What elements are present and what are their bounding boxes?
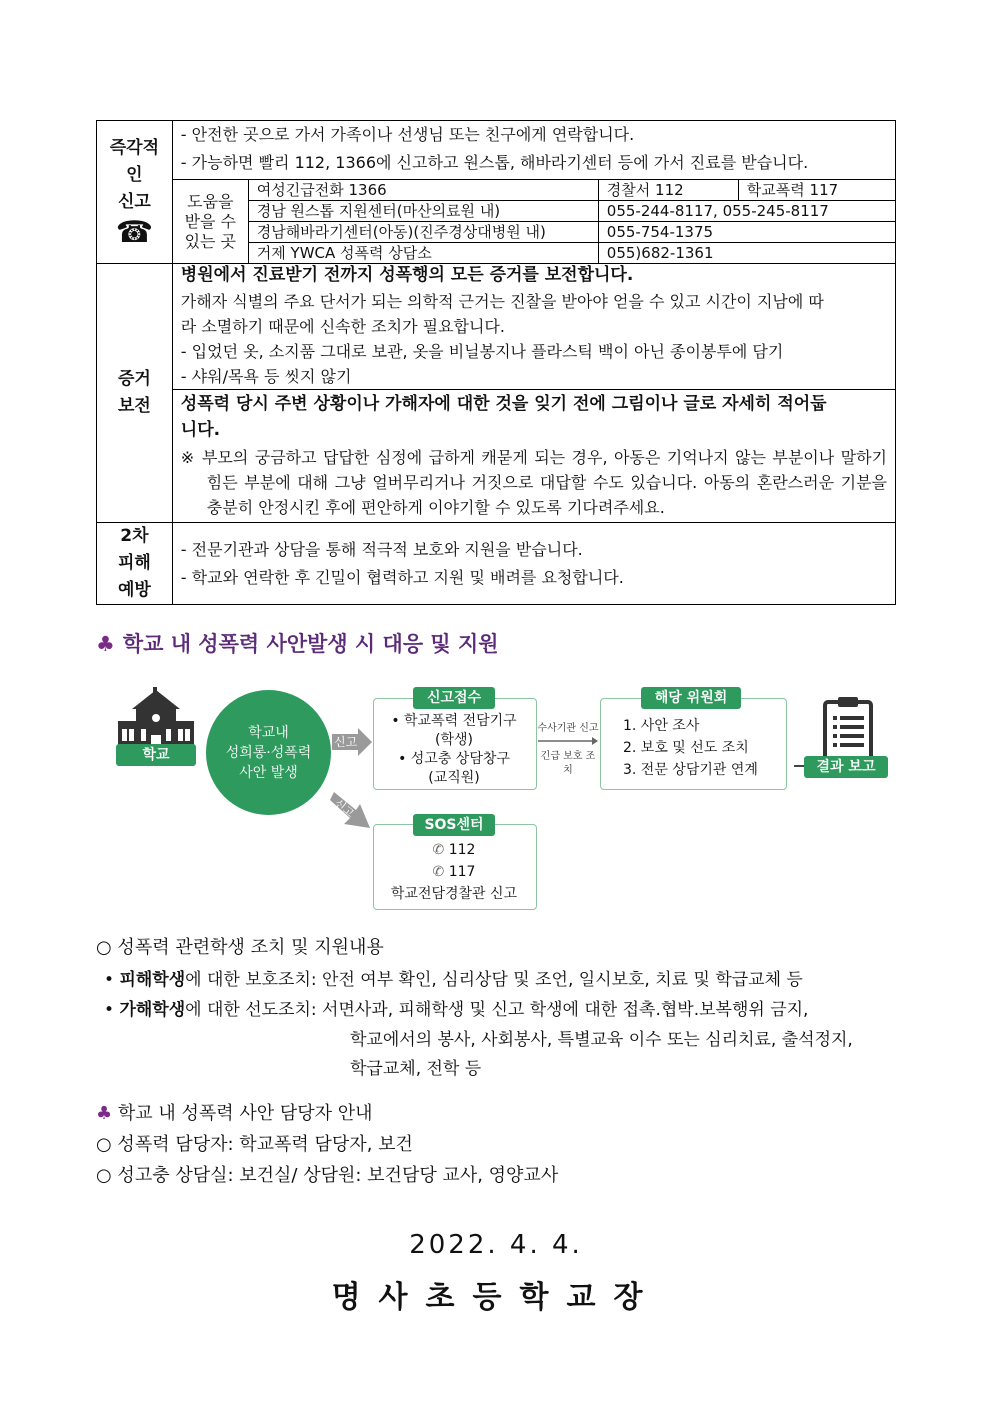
heading-line: 2차 xyxy=(120,526,149,546)
evidence-title: 병원에서 진료받기 전까지 성폭행의 모든 증거를 보전합니다. xyxy=(180,265,634,285)
contact-number: 055-244-8117, 055-245-8117 xyxy=(598,201,895,222)
measures-title: ○ 성폭력 관련학생 조치 및 지원내용 xyxy=(96,937,384,958)
sos-number: 112 xyxy=(448,842,476,858)
row1-line: - 안전한 곳으로 가서 가족이나 선생님 또는 친구에게 연락합니다. xyxy=(180,125,635,144)
offender-text-l3: 학급교체, 전학 등 xyxy=(350,1059,482,1079)
school-label: 학교 xyxy=(116,744,196,766)
sos-tag: SOS센터 xyxy=(413,814,495,836)
committee-item: 3. 전문 상담기관 연계 xyxy=(623,762,758,778)
section-title xyxy=(96,628,499,658)
response-table xyxy=(96,120,896,605)
contact-number: 055)682-1361 xyxy=(598,243,895,264)
circle-line: 사안 발생 xyxy=(239,764,298,781)
contact-name: 경남해바라기센터(아동)(진주경상대병원 내) xyxy=(248,222,598,243)
contact-name: 여성긴급전화 1366 xyxy=(248,180,598,201)
help-label-line: 있는 곳 xyxy=(184,231,237,251)
manager-line: ○ 성폭력 담당자: 학교폭력 담당자, 보건 xyxy=(96,1134,413,1155)
heading-line: 예방 xyxy=(117,580,151,600)
record-title: 니다. xyxy=(180,420,221,440)
sos-items xyxy=(373,839,535,905)
transfer-label: 수사기관 신고 xyxy=(537,723,599,734)
offender-measures: • 가해학생에 대한 선도조치: 서면사과, 피해학생 및 신고 학생에 대한 접촉.협박.보복행위 금지, xyxy=(104,1000,809,1020)
evidence-heading xyxy=(97,264,173,523)
arrow-label: 신고 xyxy=(334,735,358,749)
sos-item xyxy=(373,839,535,861)
offender-text-l2: 학교에서의 봉사, 사회봉사, 특별교육 이수 또는 심리치료, 출석정지, xyxy=(350,1030,853,1050)
contact-number: 경찰서 112 xyxy=(598,180,738,201)
report-item: (학생) xyxy=(435,732,473,748)
heading-line: 인 xyxy=(126,164,143,185)
victim-measures: • 피해학생에 대한 보호조치: 안전 여부 확인, 심리상담 및 조언, 일시보호, 치료 및 학급교체 등 xyxy=(104,970,803,990)
phone-icon: ✆ xyxy=(432,864,445,880)
offender-label: 가해학생 xyxy=(119,1000,186,1020)
help-label xyxy=(173,180,249,264)
circle-line: 학교내 xyxy=(248,724,289,741)
victim-text: 에 대한 보호조치: 안전 여부 확인, 심리상담 및 조언, 일시보호, 치료 및 학급교체 등 xyxy=(185,970,803,990)
prevention-line: - 학교와 연락한 후 긴밀이 협력하고 지원 및 배려를 요청합니다. xyxy=(180,567,624,587)
circle-line: 성희롱·성폭력 xyxy=(225,744,312,761)
incident-circle xyxy=(206,690,331,815)
school-principal: 명사초등학교장 xyxy=(331,1280,661,1315)
transfer-labels xyxy=(536,722,600,778)
committee-item: 1. 사안 조사 xyxy=(623,718,700,734)
heading-line: 증거 xyxy=(117,369,151,389)
section2-title-text: 학교 내 성폭력 사안 담당자 안내 xyxy=(117,1103,373,1124)
help-label-line: 도움을 xyxy=(187,191,234,211)
report-item: • 성고충 상담창구 xyxy=(398,751,510,767)
club-icon: ♣ xyxy=(96,1103,113,1124)
help-label-line: 받을 수 xyxy=(184,211,237,231)
section2-title xyxy=(96,1100,373,1128)
committee-item: 2. 보호 및 선도 조치 xyxy=(623,740,749,756)
evidence-text: 라 소멸하기 때문에 신속한 조치가 필요합니다. xyxy=(180,317,505,336)
committee-items xyxy=(623,715,758,781)
sos-item xyxy=(373,861,535,883)
contact-number: 055-754-1375 xyxy=(598,222,895,243)
arrow-label: 신고 xyxy=(331,796,357,821)
victim-label: 피해학생 xyxy=(119,970,186,990)
report-item: (교직원) xyxy=(428,770,480,786)
section-title-text: 학교 내 성폭력 사안발생 시 대응 및 지원 xyxy=(122,632,499,656)
clipboard-icon xyxy=(822,696,874,764)
phone-icon: ✆ xyxy=(432,842,445,858)
contact-number: 학교폭력 117 xyxy=(738,180,895,201)
transfer-arrow xyxy=(538,737,598,745)
phone-icon: ☎ xyxy=(115,214,154,250)
evidence-text: 가해자 식별의 주요 단서가 되는 의학적 근거는 진찰을 받아야 얻을 수 있고 시간이 지남에 따 xyxy=(180,292,824,311)
counsel-line: ○ 성고충 상담실: 보건실/ 상담원: 보건담당 교사, 영양교사 xyxy=(96,1165,559,1186)
response-flow-diagram xyxy=(108,682,898,917)
report-tag: 신고접수 xyxy=(413,687,495,709)
offender-text: 에 대한 선도조치: 서면사과, 피해학생 및 신고 학생에 대한 접촉.협박.보복행위 금지, xyxy=(185,1000,809,1020)
sos-number: 117 xyxy=(448,864,476,880)
help-contacts-table xyxy=(173,179,895,263)
report-item: • 학교폭력 전담기구 xyxy=(391,713,517,729)
evidence-text: - 입었던 옷, 소지품 그대로 보관, 옷을 비닐봉지나 플라스틱 백이 아닌 종이봉투에 담기 xyxy=(180,342,784,361)
document-date: 2022. 4. 4. xyxy=(409,1230,583,1260)
committee-tag: 해당 위원회 xyxy=(641,687,741,709)
parent-note: ※ 부모의 궁금하고 답답한 심정에 급하게 캐묻게 되는 경우, 아동은 기억나지 않는 부분이나 말하기 힘든 부분에 대해 그냥 얼버무리거나 거짓으로 대답할 수도 있습니다. 아동의 혼란스러운 기분을 충분히 안정시킨 후에 편안하게 이야기할 수 있도록 기다려주세요. xyxy=(180,448,887,517)
immediate-report-heading xyxy=(97,121,173,264)
result-label: 결과 보고 xyxy=(804,756,888,778)
heading-line: 신고 xyxy=(117,191,151,212)
row1-line: - 가능하면 빨리 112, 1366에 신고하고 원스톱, 해바라기센터 등에 가서 진료를 받습니다. xyxy=(180,153,809,172)
record-title: 성폭력 당시 주변 상황이나 가해자에 대한 것을 잊기 전에 그림이나 글로 자세히 적어둡 xyxy=(180,394,827,414)
heading-line: 즉각적 xyxy=(109,137,160,158)
heading-line: 피해 xyxy=(117,553,151,573)
heading-line: 보전 xyxy=(117,396,151,416)
sos-item: 학교전담경찰관 신고 xyxy=(390,886,518,902)
evidence-text: - 샤워/목욕 등 씻지 않기 xyxy=(173,364,895,390)
prevention-line: - 전문기관과 상담을 통해 적극적 보호와 지원을 받습니다. xyxy=(180,539,583,559)
contact-name: 거제 YWCA 성폭력 상담소 xyxy=(248,243,598,264)
transfer-label: 긴급 보호 조치 xyxy=(540,751,596,776)
club-icon: ♣ xyxy=(96,632,115,656)
contact-name: 경남 원스톱 지원센터(마산의료원 내) xyxy=(248,201,598,222)
secondary-prevention-heading xyxy=(97,523,173,605)
report-items xyxy=(373,712,535,788)
